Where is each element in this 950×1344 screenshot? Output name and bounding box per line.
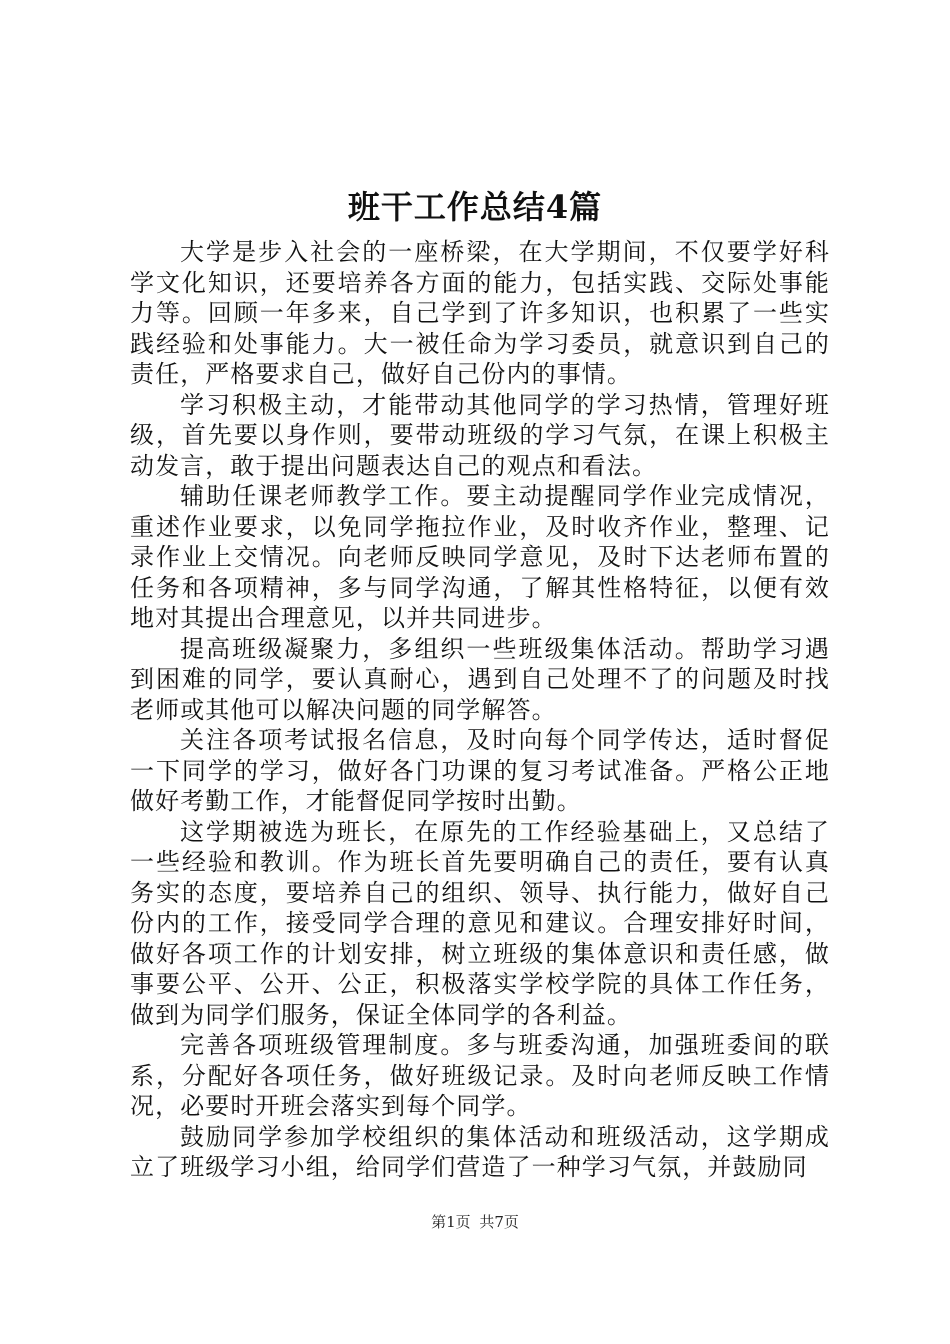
document-body [130, 237, 830, 1183]
paragraph: 大学是步入社会的一座桥梁，在大学期间，不仅要学好科学文化知识，还要培养各方面的能力，包括实践、交际处事能力等。回顾一年多来，自己学到了许多知识，也积累了一些实践经验和处事能力。大一被任命为学习委员，就意识到自己的责任，严格要求自己，做好自己份内的事情。 [130, 238, 830, 388]
page-footer [0, 1212, 950, 1232]
paragraph: 完善各项班级管理制度。多与班委沟通，加强班委间的联系，分配好各项任务，做好班级记录。及时向老师反映工作情况，必要时开班会落实到每个同学。 [130, 1031, 830, 1120]
paragraph: 辅助任课老师教学工作。要主动提醒同学作业完成情况，重述作业要求，以免同学拖拉作业，及时收齐作业，整理、记录作业上交情况。向老师反映同学意见，及时下达老师布置的任务和各项精神，多与同学沟通，了解其性格特征，以便有效地对其提出合理意见，以并共同进步。 [130, 482, 830, 632]
paragraph: 鼓励同学参加学校组织的集体活动和班级活动，这学期成立了班级学习小组，给同学们营造了一种学习气氛，并鼓励同 [130, 1122, 830, 1181]
paragraph: 提高班级凝聚力，多组织一些班级集体活动。帮助学习遇到困难的同学，要认真耐心，遇到自己处理不了的问题及时找老师或其他可以解决问题的同学解答。 [130, 634, 830, 724]
page-number: 第1页 [431, 1213, 471, 1231]
paragraph: 这学期被选为班长，在原先的工作经验基础上，又总结了一些经验和教训。作为班长首先要明确自己的责任，要有认真务实的态度，要培养自己的组织、领导、执行能力，做好自己份内的工作，接受同学合理的意见和建议。合理安排好时间，做好各项工作的计划安排，树立班级的集体意识和责任感，做事要公平、公开、公正，积极落实学校学院的具体工作任务，做到为同学们服务，保证全体同学的各利益。 [130, 817, 830, 1029]
document-title: 班干工作总结4篇 [347, 188, 603, 226]
paragraph: 学习积极主动，才能带动其他同学的学习热情，管理好班级，首先要以身作则，要带动班级的学习气氛，在课上积极主动发言，敢于提出问题表达自己的观点和看法。 [130, 390, 830, 480]
page-total: 共7页 [479, 1213, 519, 1231]
paragraph: 关注各项考试报名信息，及时向每个同学传达，适时督促一下同学的学习，做好各门功课的复习考试准备。严格公正地做好考勤工作，才能督促同学按时出勤。 [130, 726, 830, 815]
